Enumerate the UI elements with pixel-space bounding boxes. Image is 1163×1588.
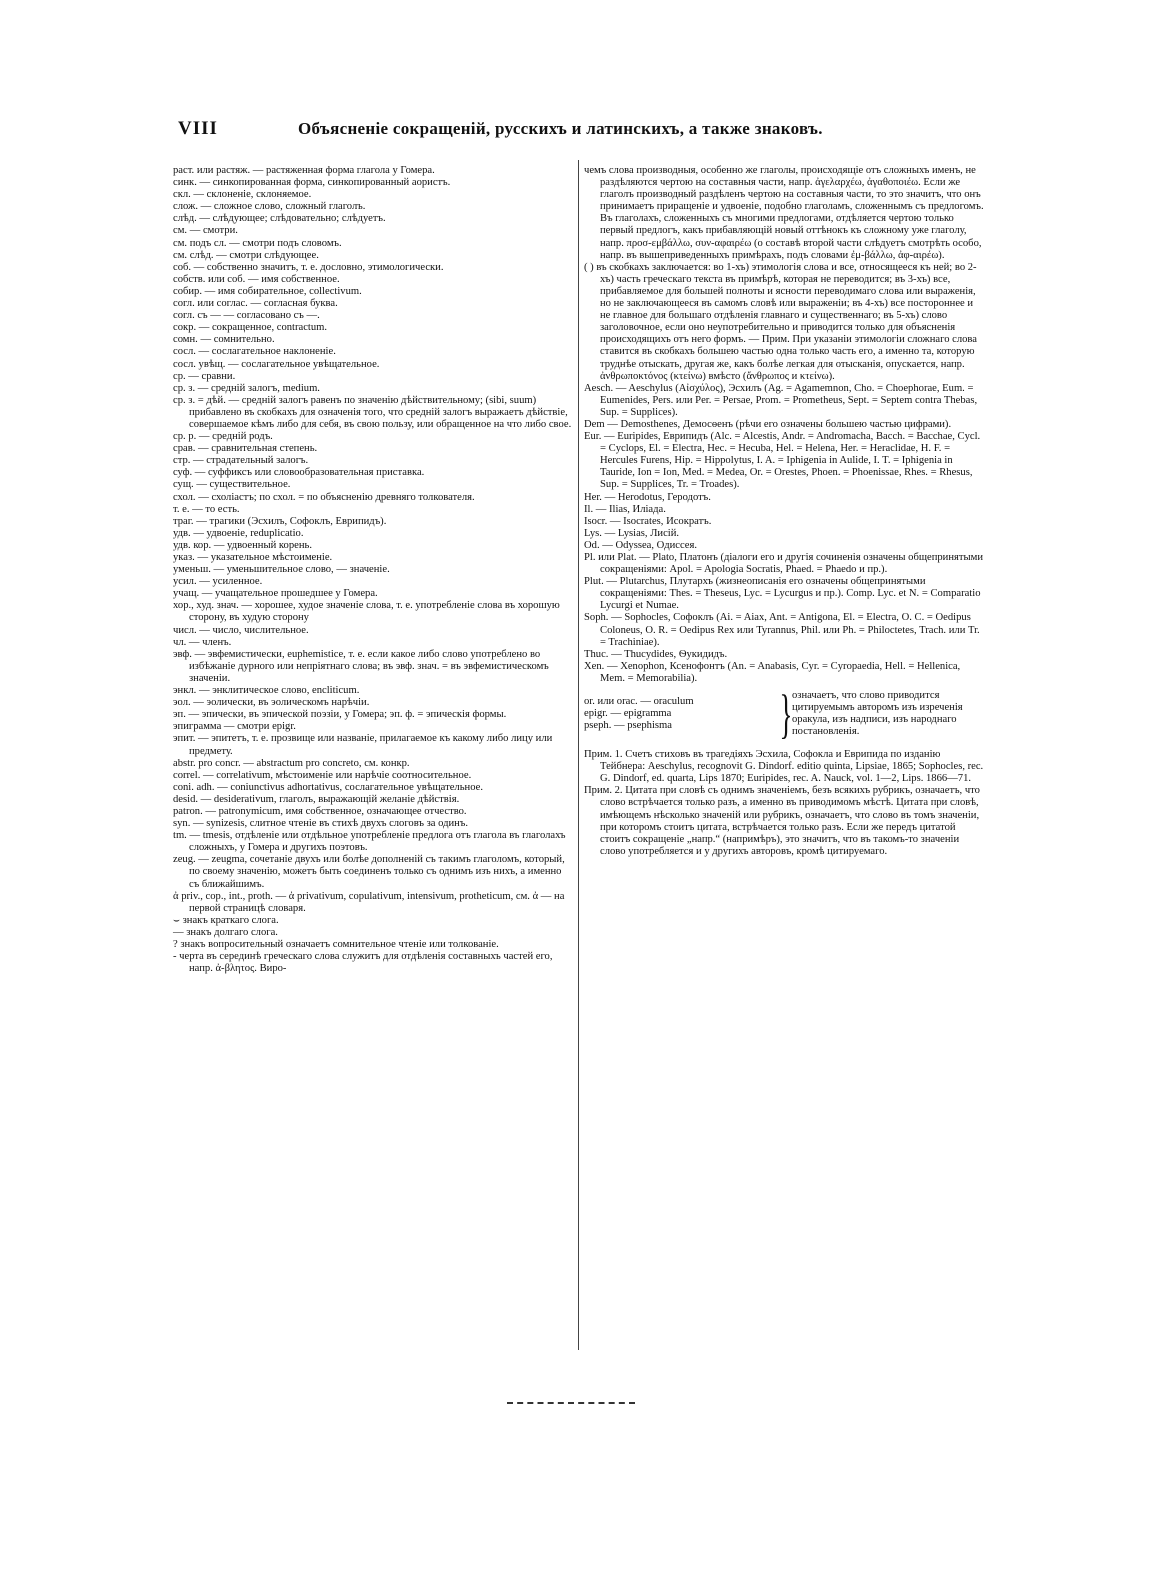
abbreviation-entry: Eur. — Euripides, Еврипидъ (Alc. = Alcestis, Andr. = Andromacha, Bacch. = Bacchae, Cycl. = Cyclops, El. = Electra, Hec. = Hecuba, Hel. = Helena, Her. = Heraclidae, H. F. = Hercules Furens, Hip. = Hippolytus, I. A. = Iphigenia in Aulide, I. T. = Iphigenia in Tauride, Ion = Ion, Med. = Medea, Or. = Orestes, Phoen. = Phoenissae, Rhes. = Rhesus, Sup. = Supplices, Tr. = Troades).: [584, 431, 981, 491]
abbreviation-entry: указ. — указательное мѣстоименіе.: [173, 552, 333, 563]
abbreviation-entry: слож. — сложное слово, сложный глаголъ.: [173, 201, 366, 213]
brace-abbreviation-line: or. или orac. — oraculum: [584, 695, 694, 707]
abbreviation-entry: эвф. — эвфемистически, euphemistice, т. е. если какое либо слово употреблено во избѣжаніе дурного или непріятнаго слова; въ эвф. знач. = въ эвфемистическомъ значеніи.: [173, 648, 549, 684]
page-header: [178, 118, 908, 148]
abbreviation-entry: энкл. — энклитическое слово, encliticum.: [173, 685, 360, 697]
brace-abbreviations: [584, 696, 774, 732]
abbreviation-entry: сосл. увѣщ. — сослагательное увѣщательное.: [173, 358, 380, 370]
abbreviation-entry: скл. — склоненіе, склоняемое.: [173, 189, 312, 201]
abbreviation-entry: согл. съ — — согласовано съ —.: [173, 310, 320, 322]
abbreviation-entry: ср. р. — средній родъ.: [173, 431, 273, 443]
abbreviation-entry: срав. — сравнительная степень.: [173, 443, 318, 455]
brace-abbreviation-line: epigr. — epigramma: [584, 707, 672, 719]
abbreviation-entry: zeug. — zeugma, сочетаніе двухъ или болѣе дополненій съ такимъ глаголомъ, который, по своему значенію, можетъ быть соединенъ только съ однимъ изъ нихъ, а именно съ ближайшимъ.: [173, 854, 565, 890]
abbreviation-entry: ( ) въ скобкахъ заключается: во 1-хъ) этимологія слова и все, относящееся къ ней; во 2-хъ) часть греческаго текста въ примѣрѣ, которая не переводится; въ 3-хъ) все, прибавляемое для большей полноты и ясности переводимаго слова или выраженія, но не заключающееся въ самомъ словѣ или выраженіи; въ 4-хъ) все постороннее и не главное для большаго отдѣленія главнаго и существеннаго; въ 5-хъ) слово заголовочное, если оно неупотребительно и приводится только для объясненія происходящихъ отъ него формъ. — Прим. При указаніи этимологіи сложнаго слова ставится въ скобкахъ большею частью одна только часть его, а именно та, которую труднѣе отыскать, другая же, какъ болѣе легкая для отысканія, опускается, напр. ἀνθρωποκτόνος (κτείνω) вмѣсто (ἄνθρωπος и κτείνω).: [584, 261, 977, 382]
abbreviation-entry: Dem — Demosthenes, Демосѳенъ (рѣчи его означены большею частью цифрами).: [584, 418, 952, 430]
abbreviation-entry: собств. или соб. — имя собственное.: [173, 273, 340, 285]
abbreviation-entry: Pl. или Plat. — Plato, Платонъ (діалоги его и другія сочиненія означены общепринятыми сокращеніями: Apol. = Apologia Socratis, Phaed. = Phaedo и пр.).: [584, 552, 984, 576]
abbreviation-entry: усил. — усиленное.: [173, 576, 263, 588]
brace-block: [584, 684, 984, 745]
abbreviation-entry: чл. — членъ.: [173, 636, 232, 648]
abbreviation-entry: coni. adh. — coniunctivus adhortativus, сослагательное увѣщательное.: [173, 781, 483, 793]
abbreviation-entry: раст. или растяж. — растяженная форма глагола у Гомера.: [173, 165, 435, 176]
abbreviation-entry: Od. — Odyssea, Одиссея.: [584, 539, 698, 551]
abbreviation-entry: — знакъ долгаго слога.: [173, 926, 278, 938]
brace-explanation: означаетъ, что слово приводится цитируемымъ авторомъ изъ изреченія оракула, изъ надписи, изъ народнаго постановленія.: [792, 689, 963, 738]
abbreviation-entry: Plut. — Plutarchus, Плутархъ (жизнеописанія его означены общепринятыми сокращеніями: Thes. = Theseus, Lyc. = Lycurgus и пр.). Comp. Lyc. et N. = Comparatio Lycurgi et Numae.: [584, 576, 981, 612]
abbreviation-entry: Soph. — Sophocles, Софоклъ (Ai. = Aiax, Ant. = Antigona, El. = Electra, O. C. = Oedipus Coloneus, O. R. = Oedipus Rex или Tyrannus, Phil. или Ph. = Philoctetes, Trach. или Tr. = Trachiniae).: [584, 612, 980, 648]
abbreviation-entry: слѣд. — слѣдующее; слѣдовательно; слѣдуетъ.: [173, 213, 386, 225]
abbreviation-entry: abstr. pro concr. — abstractum pro concreto, см. конкр.: [173, 757, 410, 769]
brace-abbreviation-line: pseph. — psephisma: [584, 720, 672, 732]
abbreviation-entry: см. — смотри.: [173, 225, 238, 237]
abbreviation-entry: Il. — Ilias, Иліада.: [584, 503, 666, 515]
abbreviation-entry: уменьш. — уменьшительное слово, — значеніе.: [173, 564, 390, 576]
abbreviation-entry: Lys. — Lysias, Лисій.: [584, 527, 680, 539]
footer-rule: [507, 1402, 635, 1406]
abbreviation-entry: траг. — трагики (Эсхилъ, Софоклъ, Еврипидъ).: [173, 515, 387, 527]
abbreviation-entry: сосл. — сослагательное наклоненіе.: [173, 346, 336, 358]
note-entry: Прим. 2. Цитата при словѣ съ однимъ значеніемъ, безъ всякихъ рубрикъ, означаетъ, что слово встрѣчается только разъ, а именно въ приводимомъ мѣстѣ. Цитата при словѣ, имѣющемъ нѣсколько значеній или рубрикъ, означаетъ, что слово въ томъ значеніи, при которомъ стоитъ цитата, встрѣчается только разъ. Если же передъ цитатой стоитъ сокращеніе „напр.“ (напримѣръ), это значитъ, что въ такомъ-то значеніи слово употребляется и у другихъ авторовъ, кромѣ цитируемаго.: [584, 785, 980, 857]
abbreviation-entry: т. е. — то есть.: [173, 503, 240, 515]
abbreviation-entry: соб. — собственно значитъ, т. е. дословно, этимологически.: [173, 261, 444, 273]
abbreviation-entry: хор., худ. знач. — хорошее, худое значеніе слова, т. е. употребленіе слова въ хорошую сторону, въ худую сторону: [173, 600, 560, 624]
abbreviation-entry: эпит. — эпитетъ, т. е. прозвище или названіе, прилагаемое къ какому либо лицу или предмету.: [173, 733, 553, 757]
abbreviation-entry: удв. кор. — удвоенный корень.: [173, 539, 312, 551]
abbreviation-entry: сущ. — существительное.: [173, 479, 291, 491]
abbreviation-entry: см. подъ сл. — смотри подъ словомъ.: [173, 237, 342, 249]
abbreviation-entry: ἀ priv., cop., int., proth. — ἀ privativum, copulativum, intensivum, protheticum, см. ἀ — на первой страницѣ словаря.: [173, 890, 565, 914]
abbreviation-entry: Aesch. — Aeschylus (Αἰσχύλος), Эсхилъ (Ag. = Agamemnon, Cho. = Choephorae, Eum. = Eumenides, Pers. или Per. = Persae, Prom. = Prometheus, Sept. = Septem contra Thebas, Sup. = Supplices).: [584, 382, 978, 418]
abbreviation-entry: собир. — имя собирательное, collectivum.: [173, 285, 362, 297]
abbreviation-entry: эп. — эпически, въ эпической поэзіи, у Гомера; эп. ф. = эпическія формы.: [173, 709, 507, 721]
abbreviation-entry: Isocr. — Isocrates, Исократъ.: [584, 515, 712, 527]
abbreviation-entry: - черта въ серединѣ греческаго слова служитъ для отдѣленія составныхъ частей его, напр. ἀ-βλητος. Виро-: [173, 951, 553, 975]
abbreviation-entry: ср. — сравни.: [173, 370, 236, 382]
abbreviation-entry: см. слѣд. — смотри слѣдующее.: [173, 249, 319, 261]
abbreviation-entry: сокр. — сокращенное, contractum.: [173, 322, 328, 334]
abbreviation-entry: стр. — страдательный залогъ.: [173, 455, 309, 467]
abbreviation-entry: синк. — синкопированная форма, синкопированный аористъ.: [173, 177, 451, 189]
abbreviation-entry: Xen. — Xenophon, Ксенофонтъ (An. = Anabasis, Cyr. = Cyropaedia, Hell. = Hellenica, Mem. = Memorabilia).: [584, 660, 961, 684]
abbreviation-entry: Her. — Herodotus, Геродотъ.: [584, 491, 711, 503]
abbreviation-entry: суф. — суффиксъ или словообразовательная приставка.: [173, 467, 425, 479]
abbreviation-entry: tm. — tmesis, отдѣленіе или отдѣльное употребленіе предлога отъ глагола въ глаголахъ сложныхъ, у Гомера и другихъ поэтовъ.: [173, 830, 566, 854]
abbreviation-entry: ⌣ знакъ краткаго слога.: [173, 914, 279, 926]
brace-symbol: }: [779, 684, 793, 745]
abbreviation-entry: desid. — desiderativum, глаголъ, выражающій желаніе дѣйствія.: [173, 793, 460, 805]
abbreviation-entry: correl. — correlativum, мѣстоименіе или нарѣчіе соотносительное.: [173, 769, 472, 781]
abbreviation-entry: эол. — эолически, въ эолическомъ нарѣчіи.: [173, 697, 370, 709]
note-entry: Прим. 1. Счетъ стиховъ въ трагедіяхъ Эсхила, Софокла и Еврипида по изданію Тейбнера: Aeschylus, recognovit G. Dindorf. editio quinta, Lipsiae, 1865; Sophocles, rec. G. Dindorf, ed. quarta, Lips 1870; Euripides, rec. A. Nauck, vol. 1—2, Lips. 1866—71.: [584, 749, 984, 785]
abbreviation-entry: числ. — число, числительное.: [173, 624, 309, 636]
abbreviation-entry: ср. з. — средній залогъ, medium.: [173, 382, 320, 394]
left-column: [173, 165, 573, 975]
abbreviation-entry: согл. или соглас. — согласная буква.: [173, 298, 338, 310]
abbreviation-entry: ? знакъ вопросительный означаетъ сомнительное чтеніе или толкованіе.: [173, 939, 499, 950]
right-column: [584, 165, 984, 858]
abbreviation-entry: сомн. — сомнительно.: [173, 334, 275, 346]
abbreviation-entry: Thuc. — Thucydides, Ѳукидидъ.: [584, 648, 728, 660]
abbreviation-entry: эпиграмма — смотри epigr.: [173, 721, 296, 733]
page-number: VIII: [178, 118, 218, 139]
column-divider: [578, 160, 579, 1350]
page-title: Объясненіе сокращеній, русскихъ и латинскихъ, а также знаковъ.: [298, 119, 823, 138]
abbreviation-entry: учащ. — учащательное прошедшее у Гомера.: [173, 588, 378, 600]
abbreviation-entry: syn. — synizesis, слитное чтеніе въ стихѣ двухъ слоговъ за одинъ.: [173, 818, 468, 830]
abbreviation-entry: чемъ слова производныя, особенно же глаголы, происходящіе отъ сложныхъ именъ, не раздѣляются чертою на составныя части, напр. ἀγελαρχέω, ἀγαθοποιέω. Если же глаголъ производный раздѣленъ чертою на составныя части, то это значитъ, что онъ принимаетъ приращеніе и удвоеніе, подобно глаголамъ, сложеннымъ съ предлогомъ. Въ глаголахъ, сложенныхъ съ многими предлогами, отдѣляется чертою только первый предлогъ, какъ прибавляющій новый оттѣнокъ къ сложному уже глаголу, напр. προσ-εμβάλλω, συν-αφαιρέω (о составѣ второй части слѣдуетъ смотрѣть особо, напр. въ вышеприведенныхъ примѣрахъ, подъ словами ἐμ-βάλλω, ἀφ-αιρέω).: [584, 165, 984, 261]
abbreviation-entry: удв. — удвоеніе, reduplicatio.: [173, 527, 304, 539]
abbreviation-entry: patron. — patronymicum, имя собственное, означающее отчество.: [173, 805, 467, 817]
abbreviation-entry: схол. — схоліастъ; по схол. = по объясненію древняго толкователя.: [173, 491, 475, 503]
abbreviation-entry: ср. з. = дѣй. — средній залогъ равенъ по значенію дѣйствительному; (sibi, suum) прибавлено въ скобкахъ для означенія того, что средній залогъ выражаетъ дѣйствіе, совершаемое кѣмъ либо для себя, въ свою пользу, или обращенное на что либо свое.: [173, 394, 572, 430]
